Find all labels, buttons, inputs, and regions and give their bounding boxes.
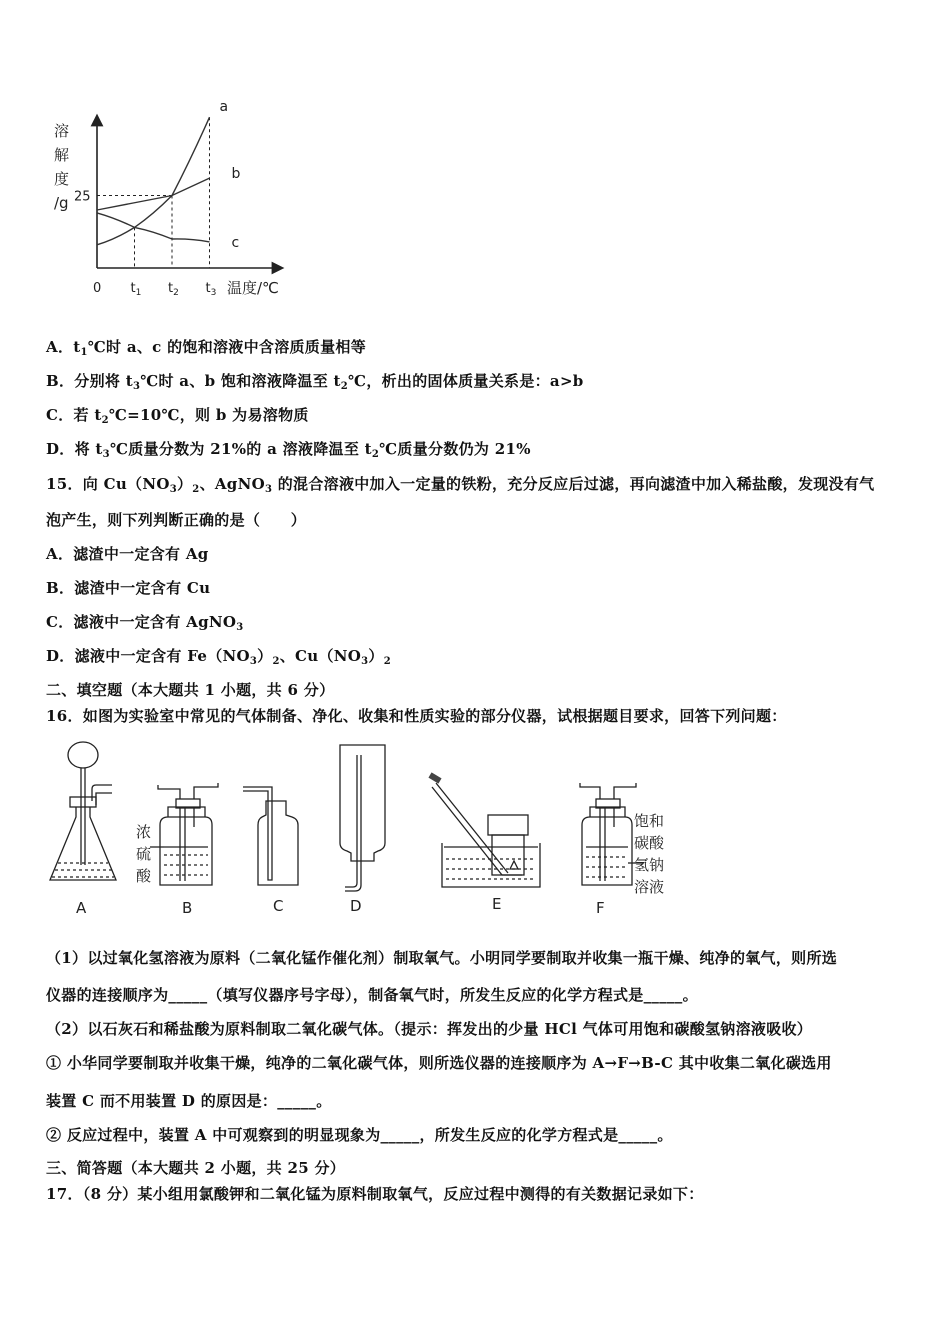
apparatus-figure xyxy=(40,735,680,920)
x-tick-label: $t_3$ xyxy=(205,281,217,298)
b-reagent-2: 硫 xyxy=(136,845,152,863)
q17-stem: 17．（8 分）某小组用氯酸钾和二氧化锰为原料制取氧气，反应过程中测得的有关数据记录如下： xyxy=(46,1185,704,1203)
y-axis-label-char: 度 xyxy=(54,170,70,188)
y-tick-label: 25 xyxy=(74,189,91,205)
q16-part2: （2）以石灰石和稀盐酸为原料制取二氧化碳气体。（提示：挥发出的少量 HCl 气体可用饱和碳酸氢钠溶液吸收） xyxy=(46,1020,813,1038)
q16-part2-sub2: ② 反应过程中，装置 A 中可观察到的明显现象为_____，所发生反应的化学方程式是_____。 xyxy=(46,1126,673,1144)
b-reagent-1: 浓 xyxy=(136,823,152,841)
f-reagent-1: 饱和 xyxy=(634,812,665,830)
y-axis-label-char: /g xyxy=(54,194,69,212)
apparatus-d xyxy=(340,745,385,891)
q14-option-c: C．若 $t_2℃=10℃$，则 b 为易溶物质 xyxy=(46,406,309,426)
curve-a xyxy=(97,117,210,245)
f-reagent-4: 溶液 xyxy=(634,878,665,896)
section-3-heading: 三、简答题（本大题共 2 小题，共 25 分） xyxy=(46,1159,346,1177)
q14-option-b: B．分别将 $t_3℃$时 a、b 饱和溶液降温至 $t_2℃$，析出的固体质量关系是：a>b xyxy=(46,372,584,392)
f-reagent-3: 氢钠 xyxy=(634,856,665,874)
apparatus-label-a: A xyxy=(76,899,87,917)
f-reagent-2: 碳酸 xyxy=(634,834,665,852)
curve-b xyxy=(97,178,210,210)
y-axis-label-char: 解 xyxy=(54,146,70,164)
apparatus-b xyxy=(150,783,218,885)
solubility-chart xyxy=(40,99,300,305)
q16-part1-line1: （1）以过氧化氢溶液为原料（二氧化锰作催化剂）制取氧气。小明同学要制取并收集一瓶干燥、纯净的氧气，则所选 xyxy=(46,949,838,967)
x-tick-label: $t_2$ xyxy=(168,281,179,298)
q15-option-c: C．滤液中一定含有 AgNO$_3$ xyxy=(46,613,244,633)
apparatus-label-b: B xyxy=(182,899,193,917)
x-axis-label: 温度/℃ xyxy=(227,279,279,297)
apparatus-label-c: C xyxy=(273,897,284,915)
apparatus-e xyxy=(430,775,540,887)
curve-c xyxy=(97,213,210,242)
section-2-heading: 二、填空题（本大题共 1 小题，共 6 分） xyxy=(46,681,335,699)
b-reagent-3: 酸 xyxy=(136,867,152,885)
apparatus-a xyxy=(50,742,116,880)
q15-stem: 15．向 $Cu(NO_3)_2$、AgNO$_3$ 的混合溶液中加入一定量的铁粉，充分反应后过滤，再向滤渣中加入稀盐酸，发现没有气 xyxy=(46,475,875,495)
q15-option-a: A．滤渣中一定含有 Ag xyxy=(46,545,209,563)
q15-option-d: D．滤液中一定含有 $Fe(NO_3)_2$、$Cu(NO_3)_2$ xyxy=(46,647,391,667)
q14-option-a: A．$t_1℃$时 a、c 的饱和溶液中含溶质质量相等 xyxy=(46,338,367,358)
y-axis-label-char: 溶 xyxy=(54,122,70,140)
apparatus-label-e: E xyxy=(492,895,502,913)
q16-part2-sub1-line2: 装置 C 而不用装置 D 的原因是：_____。 xyxy=(46,1092,332,1110)
q16-stem: 16．如图为实验室中常见的气体制备、净化、收集和性质实验的部分仪器，试根据题目要求，回答下列问题： xyxy=(46,707,787,725)
q15-stem-cont: 泡产生，则下列判断正确的是（ ） xyxy=(46,511,307,529)
curve-label-b: b xyxy=(231,166,241,183)
apparatus-c xyxy=(243,787,298,885)
curve-label-a: a xyxy=(219,99,229,116)
x-tick-label: $t_1$ xyxy=(130,281,142,298)
x-tick-label: 0 xyxy=(93,281,102,296)
q16-part1-line2: 仪器的连接顺序为_____（填写仪器序号字母），制备氧气时，所发生反应的化学方程式是_____。 xyxy=(46,986,698,1004)
apparatus-label-f: F xyxy=(596,899,605,917)
curve-label-c: c xyxy=(231,234,240,251)
q14-option-d: D．将 $t_3℃$质量分数为 21%的 a 溶液降温至 $t_2℃$质量分数仍为 21% xyxy=(46,440,531,460)
apparatus-label-d: D xyxy=(350,897,362,915)
q16-part2-sub1-line1: ① 小华同学要制取并收集干燥，纯净的二氧化碳气体，则所选仪器的连接顺序为 A→F→B-C 其中收集二氧化碳选用 xyxy=(46,1054,832,1072)
q15-option-b: B．滤渣中一定含有 Cu xyxy=(46,579,211,597)
y-axis-label xyxy=(54,122,69,212)
